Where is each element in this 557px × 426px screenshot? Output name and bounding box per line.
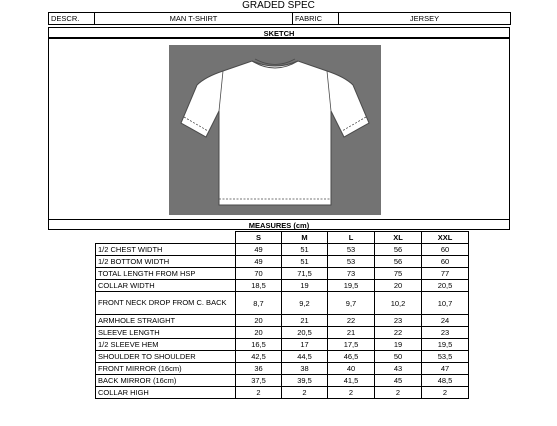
table-row [96, 268, 469, 280]
measure-value: 23 [422, 327, 469, 339]
measure-label: FRONT MIRROR (16cm) [96, 363, 236, 375]
measure-value: 45 [375, 375, 422, 387]
measure-value: 2 [422, 387, 469, 399]
size-header: L [328, 232, 375, 244]
measure-label: 1/2 SLEEVE HEM [96, 339, 236, 351]
measure-label: SLEEVE LENGTH [96, 327, 236, 339]
measure-label: 1/2 BOTTOM WIDTH [96, 256, 236, 268]
measure-value: 60 [422, 244, 469, 256]
sketch-frame [48, 38, 510, 220]
measure-value: 73 [328, 268, 375, 280]
measure-value: 2 [282, 387, 328, 399]
measure-value: 46,5 [328, 351, 375, 363]
measure-label: COLLAR HIGH [96, 387, 236, 399]
table-row [96, 256, 469, 268]
measure-value: 20 [375, 280, 422, 292]
fabric-label: FABRIC [293, 13, 339, 25]
measure-value: 53 [328, 256, 375, 268]
measure-value: 37,5 [236, 375, 282, 387]
measure-value: 51 [282, 256, 328, 268]
measure-value: 20 [236, 327, 282, 339]
table-row [96, 244, 469, 256]
table-row [96, 363, 469, 375]
measure-value: 50 [375, 351, 422, 363]
size-header: M [282, 232, 328, 244]
measure-value: 44,5 [282, 351, 328, 363]
measure-value: 38 [282, 363, 328, 375]
measure-value: 56 [375, 256, 422, 268]
measure-label: TOTAL LENGTH FROM HSP [96, 268, 236, 280]
measure-value: 39,5 [282, 375, 328, 387]
table-row [96, 280, 469, 292]
measure-value: 48,5 [422, 375, 469, 387]
measure-value: 51 [282, 244, 328, 256]
measures-body [96, 244, 469, 399]
measure-label: ARMHOLE STRAIGHT [96, 315, 236, 327]
measure-value: 20,5 [422, 280, 469, 292]
measure-label: COLLAR WIDTH [96, 280, 236, 292]
measure-value: 8,7 [236, 292, 282, 315]
measure-label: SHOULDER TO SHOULDER [96, 351, 236, 363]
measure-value: 53 [328, 244, 375, 256]
measure-value: 60 [422, 256, 469, 268]
size-header-row [96, 232, 469, 244]
measure-value: 56 [375, 244, 422, 256]
measure-value: 43 [375, 363, 422, 375]
spec-header-table [48, 12, 511, 25]
measure-value: 36 [236, 363, 282, 375]
measure-label: BACK MIRROR (16cm) [96, 375, 236, 387]
table-row [96, 315, 469, 327]
measure-value: 19 [375, 339, 422, 351]
table-row [96, 351, 469, 363]
measure-value: 16,5 [236, 339, 282, 351]
measure-label: 1/2 CHEST WIDTH [96, 244, 236, 256]
measure-value: 18,5 [236, 280, 282, 292]
descr-value: MAN T-SHIRT [95, 13, 293, 25]
size-header: XXL [422, 232, 469, 244]
measure-value: 53,5 [422, 351, 469, 363]
measure-value: 21 [328, 327, 375, 339]
measure-value: 2 [375, 387, 422, 399]
document-title: GRADED SPEC [242, 0, 315, 11]
measure-value: 49 [236, 244, 282, 256]
measure-value: 9,2 [282, 292, 328, 315]
measure-value: 41,5 [328, 375, 375, 387]
measure-value: 10,7 [422, 292, 469, 315]
measure-value: 47 [422, 363, 469, 375]
measure-value: 71,5 [282, 268, 328, 280]
measure-value: 17,5 [328, 339, 375, 351]
measure-value: 19,5 [328, 280, 375, 292]
measure-value: 22 [375, 327, 422, 339]
measure-value: 17 [282, 339, 328, 351]
measure-value: 42,5 [236, 351, 282, 363]
measure-value: 19,5 [422, 339, 469, 351]
measure-value: 70 [236, 268, 282, 280]
size-header: XL [375, 232, 422, 244]
spec-header-row [49, 13, 511, 25]
measure-value: 21 [282, 315, 328, 327]
measures-heading: MEASURES (cm) [48, 219, 510, 230]
table-row [96, 375, 469, 387]
measure-value: 23 [375, 315, 422, 327]
measure-value: 19 [282, 280, 328, 292]
size-header-blank [96, 232, 236, 244]
measure-value: 40 [328, 363, 375, 375]
measure-value: 22 [328, 315, 375, 327]
measure-value: 2 [328, 387, 375, 399]
measure-value: 2 [236, 387, 282, 399]
table-row [96, 339, 469, 351]
descr-label: DESCR. [49, 13, 95, 25]
sketch-heading: SKETCH [48, 27, 510, 38]
table-row [96, 387, 469, 399]
fabric-value: JERSEY [339, 13, 511, 25]
tshirt-sketch-icon [169, 45, 381, 215]
measure-value: 49 [236, 256, 282, 268]
measure-label: FRONT NECK DROP FROM C. BACK [96, 292, 236, 315]
measure-value: 9,7 [328, 292, 375, 315]
size-header: S [236, 232, 282, 244]
measure-value: 75 [375, 268, 422, 280]
measure-value: 10,2 [375, 292, 422, 315]
measure-value: 20 [236, 315, 282, 327]
table-row [96, 327, 469, 339]
measures-table [95, 231, 469, 399]
measure-value: 20,5 [282, 327, 328, 339]
table-row [96, 292, 469, 315]
sketch-background [169, 45, 381, 215]
measure-value: 24 [422, 315, 469, 327]
measure-value: 77 [422, 268, 469, 280]
